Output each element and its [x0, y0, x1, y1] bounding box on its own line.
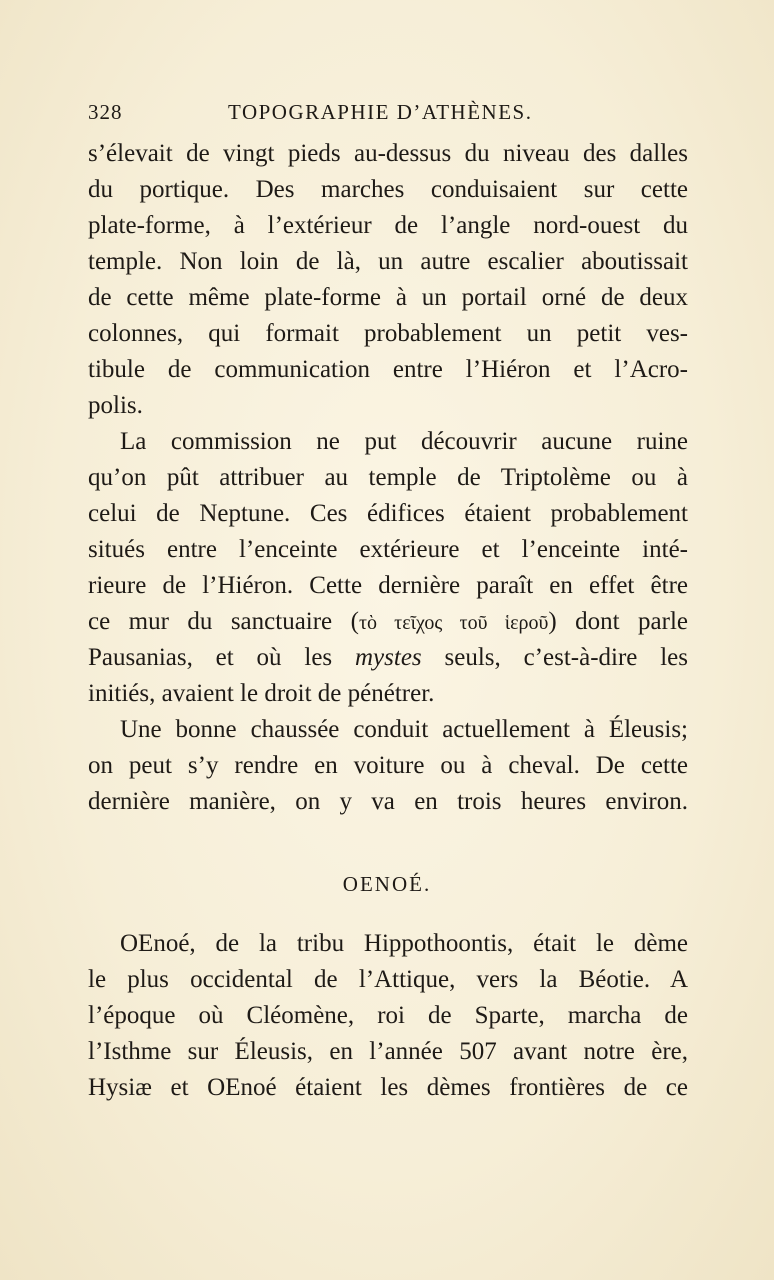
- text-line: s’élevait de vingt pieds au-dessus du niveau des dalles: [88, 140, 688, 167]
- text-line: OEnoé, de la tribu Hippothoontis, était le dème: [120, 930, 688, 957]
- text-line: Une bonne chaussée conduit actuellement à Éleusis;: [120, 716, 688, 743]
- text-line: on peut s’y rendre en voiture ou à cheval. De cette: [88, 752, 688, 779]
- page-number: 328: [88, 100, 123, 124]
- italic-word: mystes: [355, 644, 422, 671]
- text-span: seuls, c’est-à-dire les: [421, 644, 688, 671]
- text-span: ce mur du sanctuaire (: [88, 608, 359, 635]
- paragraph-chaussee: [88, 712, 688, 820]
- greek-phrase: τὸ τεῖχος τοῦ ἱεροῦ: [358, 612, 549, 634]
- paragraph-oenoe: [88, 926, 688, 1106]
- text-line: Hysiæ et OEnoé étaient les dèmes frontières de ce: [88, 1074, 688, 1101]
- text-line: colonnes, qui formait probablement un petit ves-: [88, 320, 688, 347]
- text-line: dernière manière, on y va en trois heures environ.: [88, 788, 688, 815]
- text-line: celui de Neptune. Ces édifices étaient probablement: [88, 500, 688, 527]
- text-line: polis.: [88, 392, 143, 419]
- text-line: tibule de communication entre l’Hiéron et l’Acro-: [88, 356, 688, 383]
- text-line: rieure de l’Hiéron. Cette dernière paraît en effet être: [88, 572, 688, 599]
- text-line: du portique. Des marches conduisaient sur cette: [88, 176, 688, 203]
- text-line: plate-forme, à l’extérieur de l’angle nord-ouest du: [88, 212, 688, 239]
- paragraph-commission: [88, 424, 688, 712]
- text-line: l’Isthme sur Éleusis, en l’année 507 avant notre ère,: [88, 1038, 688, 1065]
- running-title: TOPOGRAPHIE D’ATHÈNES.: [228, 100, 533, 124]
- text-line-mystes: [88, 640, 688, 676]
- text-line: le plus occidental de l’Attique, vers la Béotie. A: [88, 966, 688, 993]
- text-line: temple. Non loin de là, un autre escalier aboutissait: [88, 248, 688, 275]
- text-line: initiés, avaient le droit de pénétrer.: [88, 680, 435, 707]
- section-title: OENOÉ.: [342, 872, 432, 896]
- page-header: [88, 100, 688, 130]
- text-span: Pausanias, et où les: [88, 644, 355, 671]
- text-span: ) dont parle: [548, 608, 688, 635]
- text-line: situés entre l’enceinte extérieure et l’enceinte inté-: [88, 536, 688, 563]
- paragraph-continuation: [88, 136, 688, 424]
- text-line-sanctuary: [88, 604, 688, 640]
- text-line: l’époque où Cléomène, roi de Sparte, marcha de: [88, 1002, 688, 1029]
- text-line: qu’on pût attribuer au temple de Triptolème ou à: [88, 464, 688, 491]
- text-line: La commission ne put découvrir aucune ruine: [120, 428, 688, 455]
- text-line: de cette même plate-forme à un portail orné de deux: [88, 284, 688, 311]
